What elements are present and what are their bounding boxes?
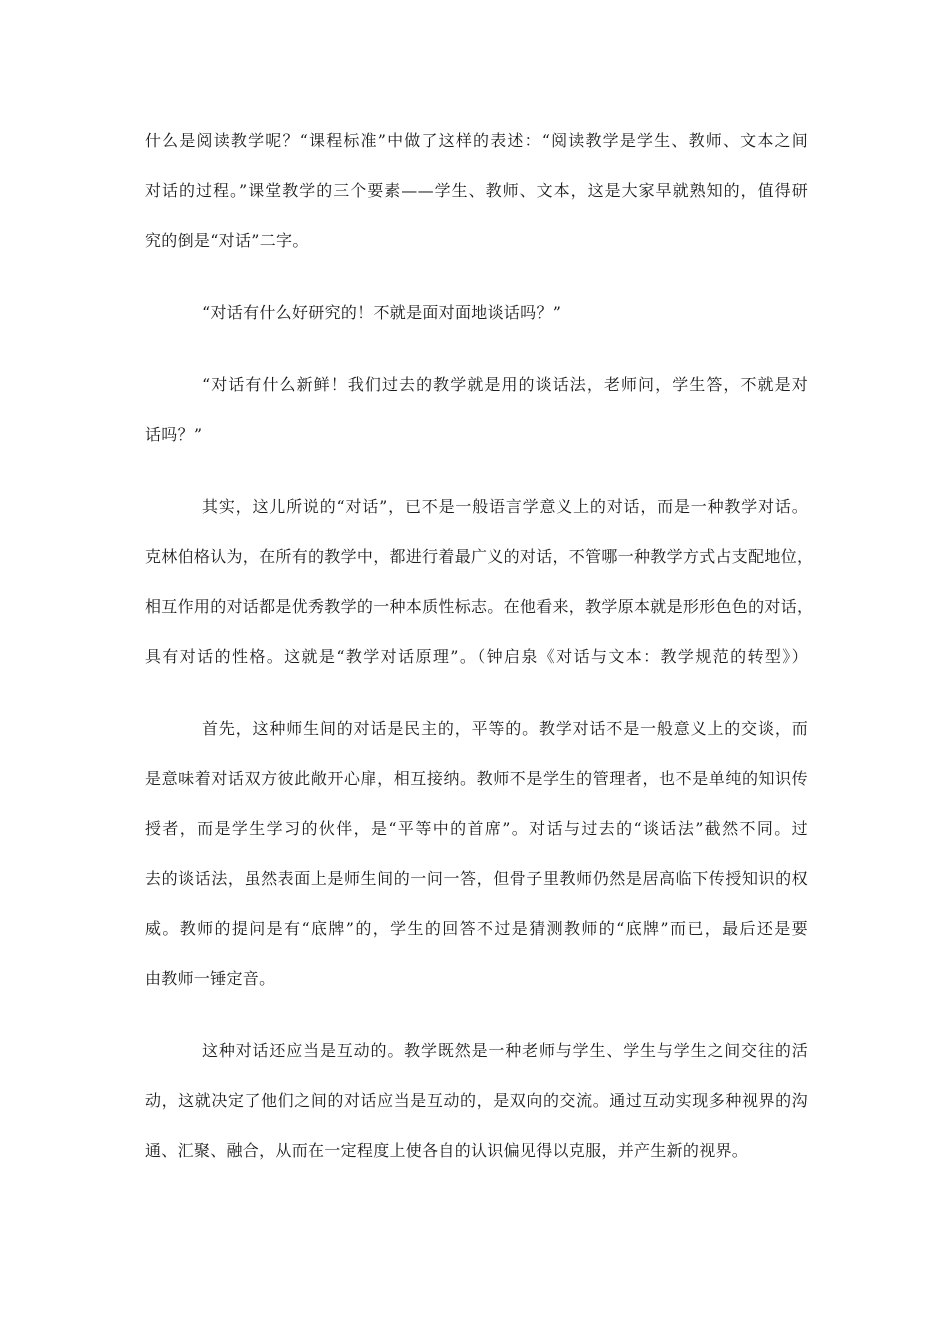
paragraph-line: 什么是阅读教学呢？“课程标准”中做了这样的表述：“阅读教学是学生、教师、文本之间 xyxy=(145,131,808,150)
paragraph-line: 究的倒是“对话”二字。 xyxy=(145,231,309,250)
paragraph-line: 克林伯格认为，在所有的教学中，都进行着最广义的对话，不管哪一种教学方式占支配地位， xyxy=(145,547,814,566)
paragraph-line: 这种对话还应当是互动的。教学既然是一种老师与学生、学生与学生之间交往的活 xyxy=(202,1041,808,1060)
paragraph-line: 由教师一锤定音。 xyxy=(145,969,276,988)
paragraph-line: 动，这就决定了他们之间的对话应当是互动的，是双向的交流。通过互动实现多种视界的沟 xyxy=(145,1091,808,1110)
paragraph-line: “对话有什么好研究的！不就是面对面地谈话吗？” xyxy=(202,303,562,322)
paragraph-line: 其实，这儿所说的“对话”，已不是一般语言学意义上的对话，而是一种教学对话。 xyxy=(202,497,808,516)
paragraph-line: 对话的过程。”课堂教学的三个要素——学生、教师、文本，这是大家早就熟知的，值得研 xyxy=(145,181,808,200)
paragraph-line: 首先，这种师生间的对话是民主的，平等的。教学对话不是一般意义上的交谈，而 xyxy=(202,719,808,738)
paragraph-line: 是意味着对话双方彼此敞开心扉，相互接纳。教师不是学生的管理者，也不是单纯的知识传 xyxy=(145,769,808,788)
paragraph-line: 具有对话的性格。这就是“教学对话原理”。（钟启泉《对话与文本：教学规范的转型》） xyxy=(145,647,808,666)
paragraph-line: 授者，而是学生学习的伙伴，是“平等中的首席”。对话与过去的“谈话法”截然不同。过 xyxy=(145,819,808,838)
paragraph-line: 相互作用的对话都是优秀教学的一种本质性标志。在他看来，教学原本就是形形色色的对话， xyxy=(145,597,814,616)
paragraph-line: “对话有什么新鲜！我们过去的教学就是用的谈话法，老师问，学生答，不就是对 xyxy=(202,375,808,394)
paragraph-line: 话吗？” xyxy=(145,425,203,444)
paragraph-line: 通、汇聚、融合，从而在一定程度上使各自的认识偏见得以克服，并产生新的视界。 xyxy=(145,1141,749,1160)
paragraph-line: 去的谈话法，虽然表面上是师生间的一问一答，但骨子里教师仍然是居高临下传授知识的权 xyxy=(145,869,808,888)
paragraph-line: 威。教师的提问是有“底牌”的，学生的回答不过是猜测教师的“底牌”而已，最后还是要 xyxy=(145,919,808,938)
